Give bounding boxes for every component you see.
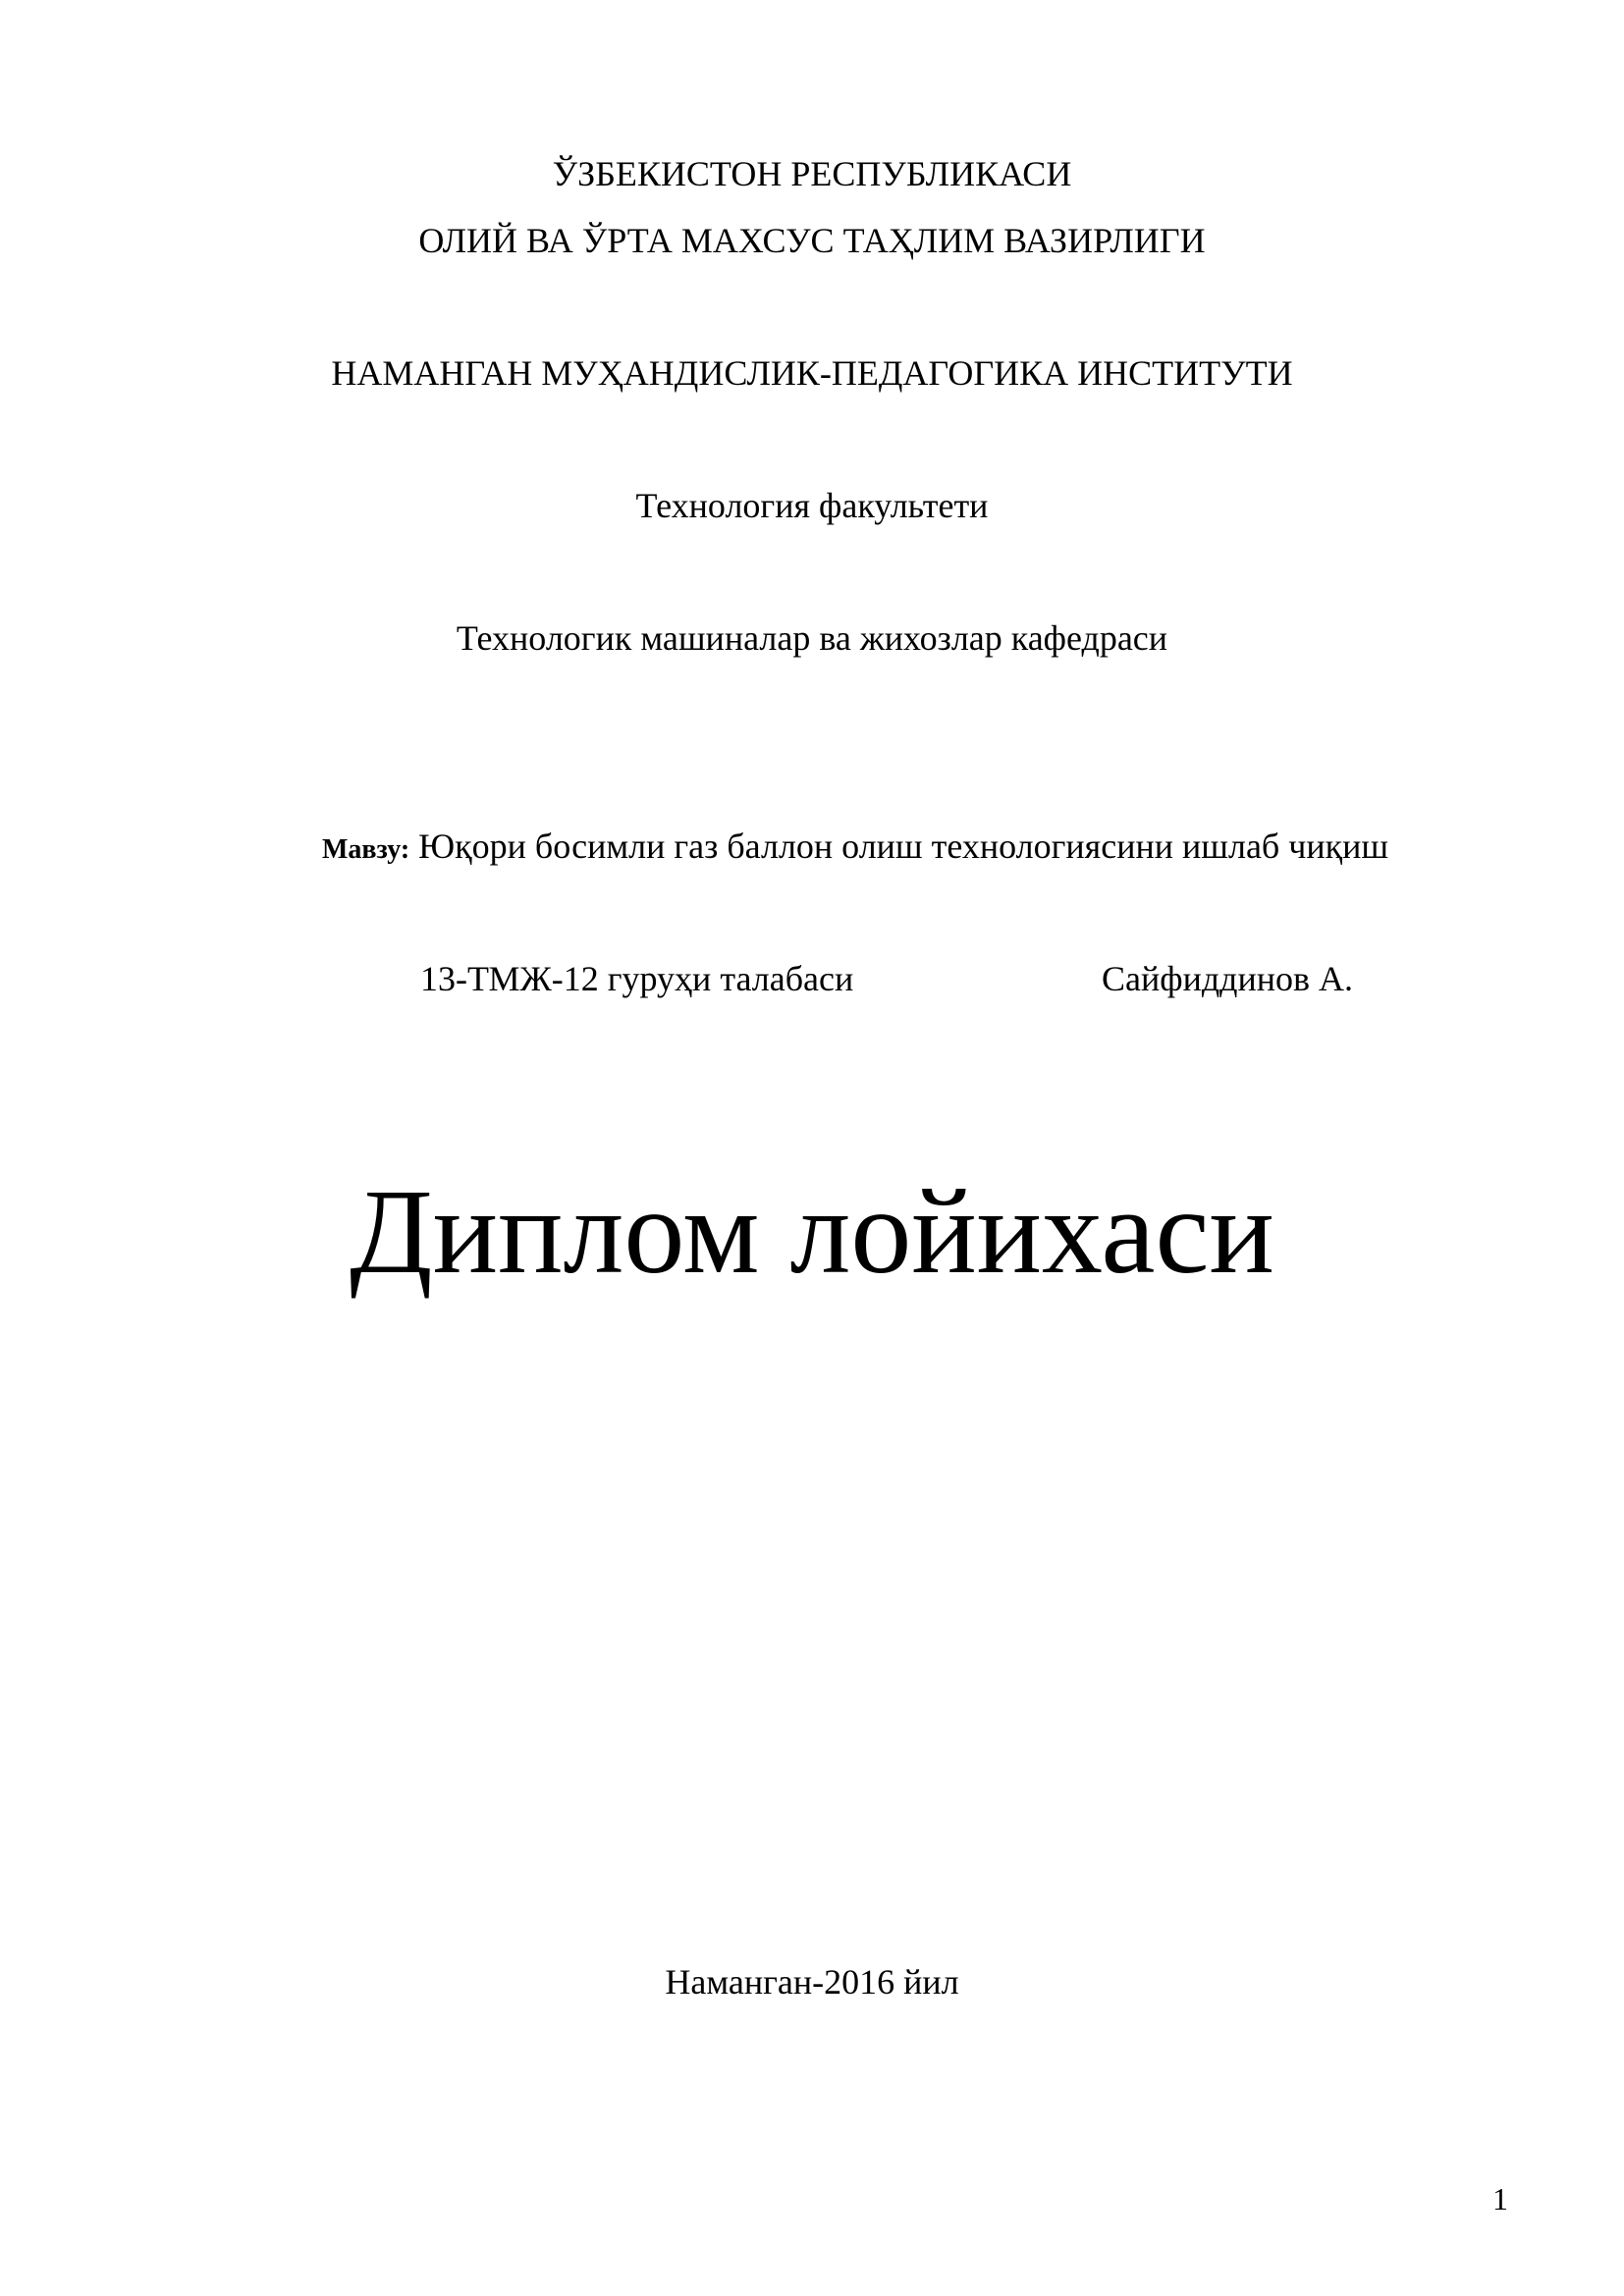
topic-line bbox=[322, 825, 1388, 872]
student-group: 13-ТМЖ-12 гуруҳи талабаси bbox=[420, 959, 854, 998]
document-type-title: Диплом лойихаси bbox=[350, 1164, 1274, 1299]
faculty-name: Технология факультети bbox=[635, 486, 989, 525]
institute-name: НАМАНГАН МУҲАНДИСЛИК-ПЕДАГОГИКА ИНСТИТУТИ bbox=[331, 353, 1293, 393]
country-name: ЎЗБЕКИСТОН РЕСПУБЛИКАСИ bbox=[552, 154, 1072, 193]
student-name: Сайфиддинов А. bbox=[1102, 959, 1354, 998]
page-number: 1 bbox=[1492, 2181, 1508, 2216]
topic-title: Юқори босимли газ баллон олиш технологиясини ишлаб чиқиш bbox=[418, 827, 1389, 866]
department-name: Технологик машиналар ва жихозлар кафедраси bbox=[456, 618, 1168, 658]
ministry-name: ОЛИЙ ВА ЎРТА МАХСУС ТАҲЛИМ ВАЗИРЛИГИ bbox=[418, 221, 1206, 260]
city-year: Наманган-2016 йил bbox=[665, 1962, 959, 2002]
topic-label: Мавзу: bbox=[322, 834, 410, 865]
